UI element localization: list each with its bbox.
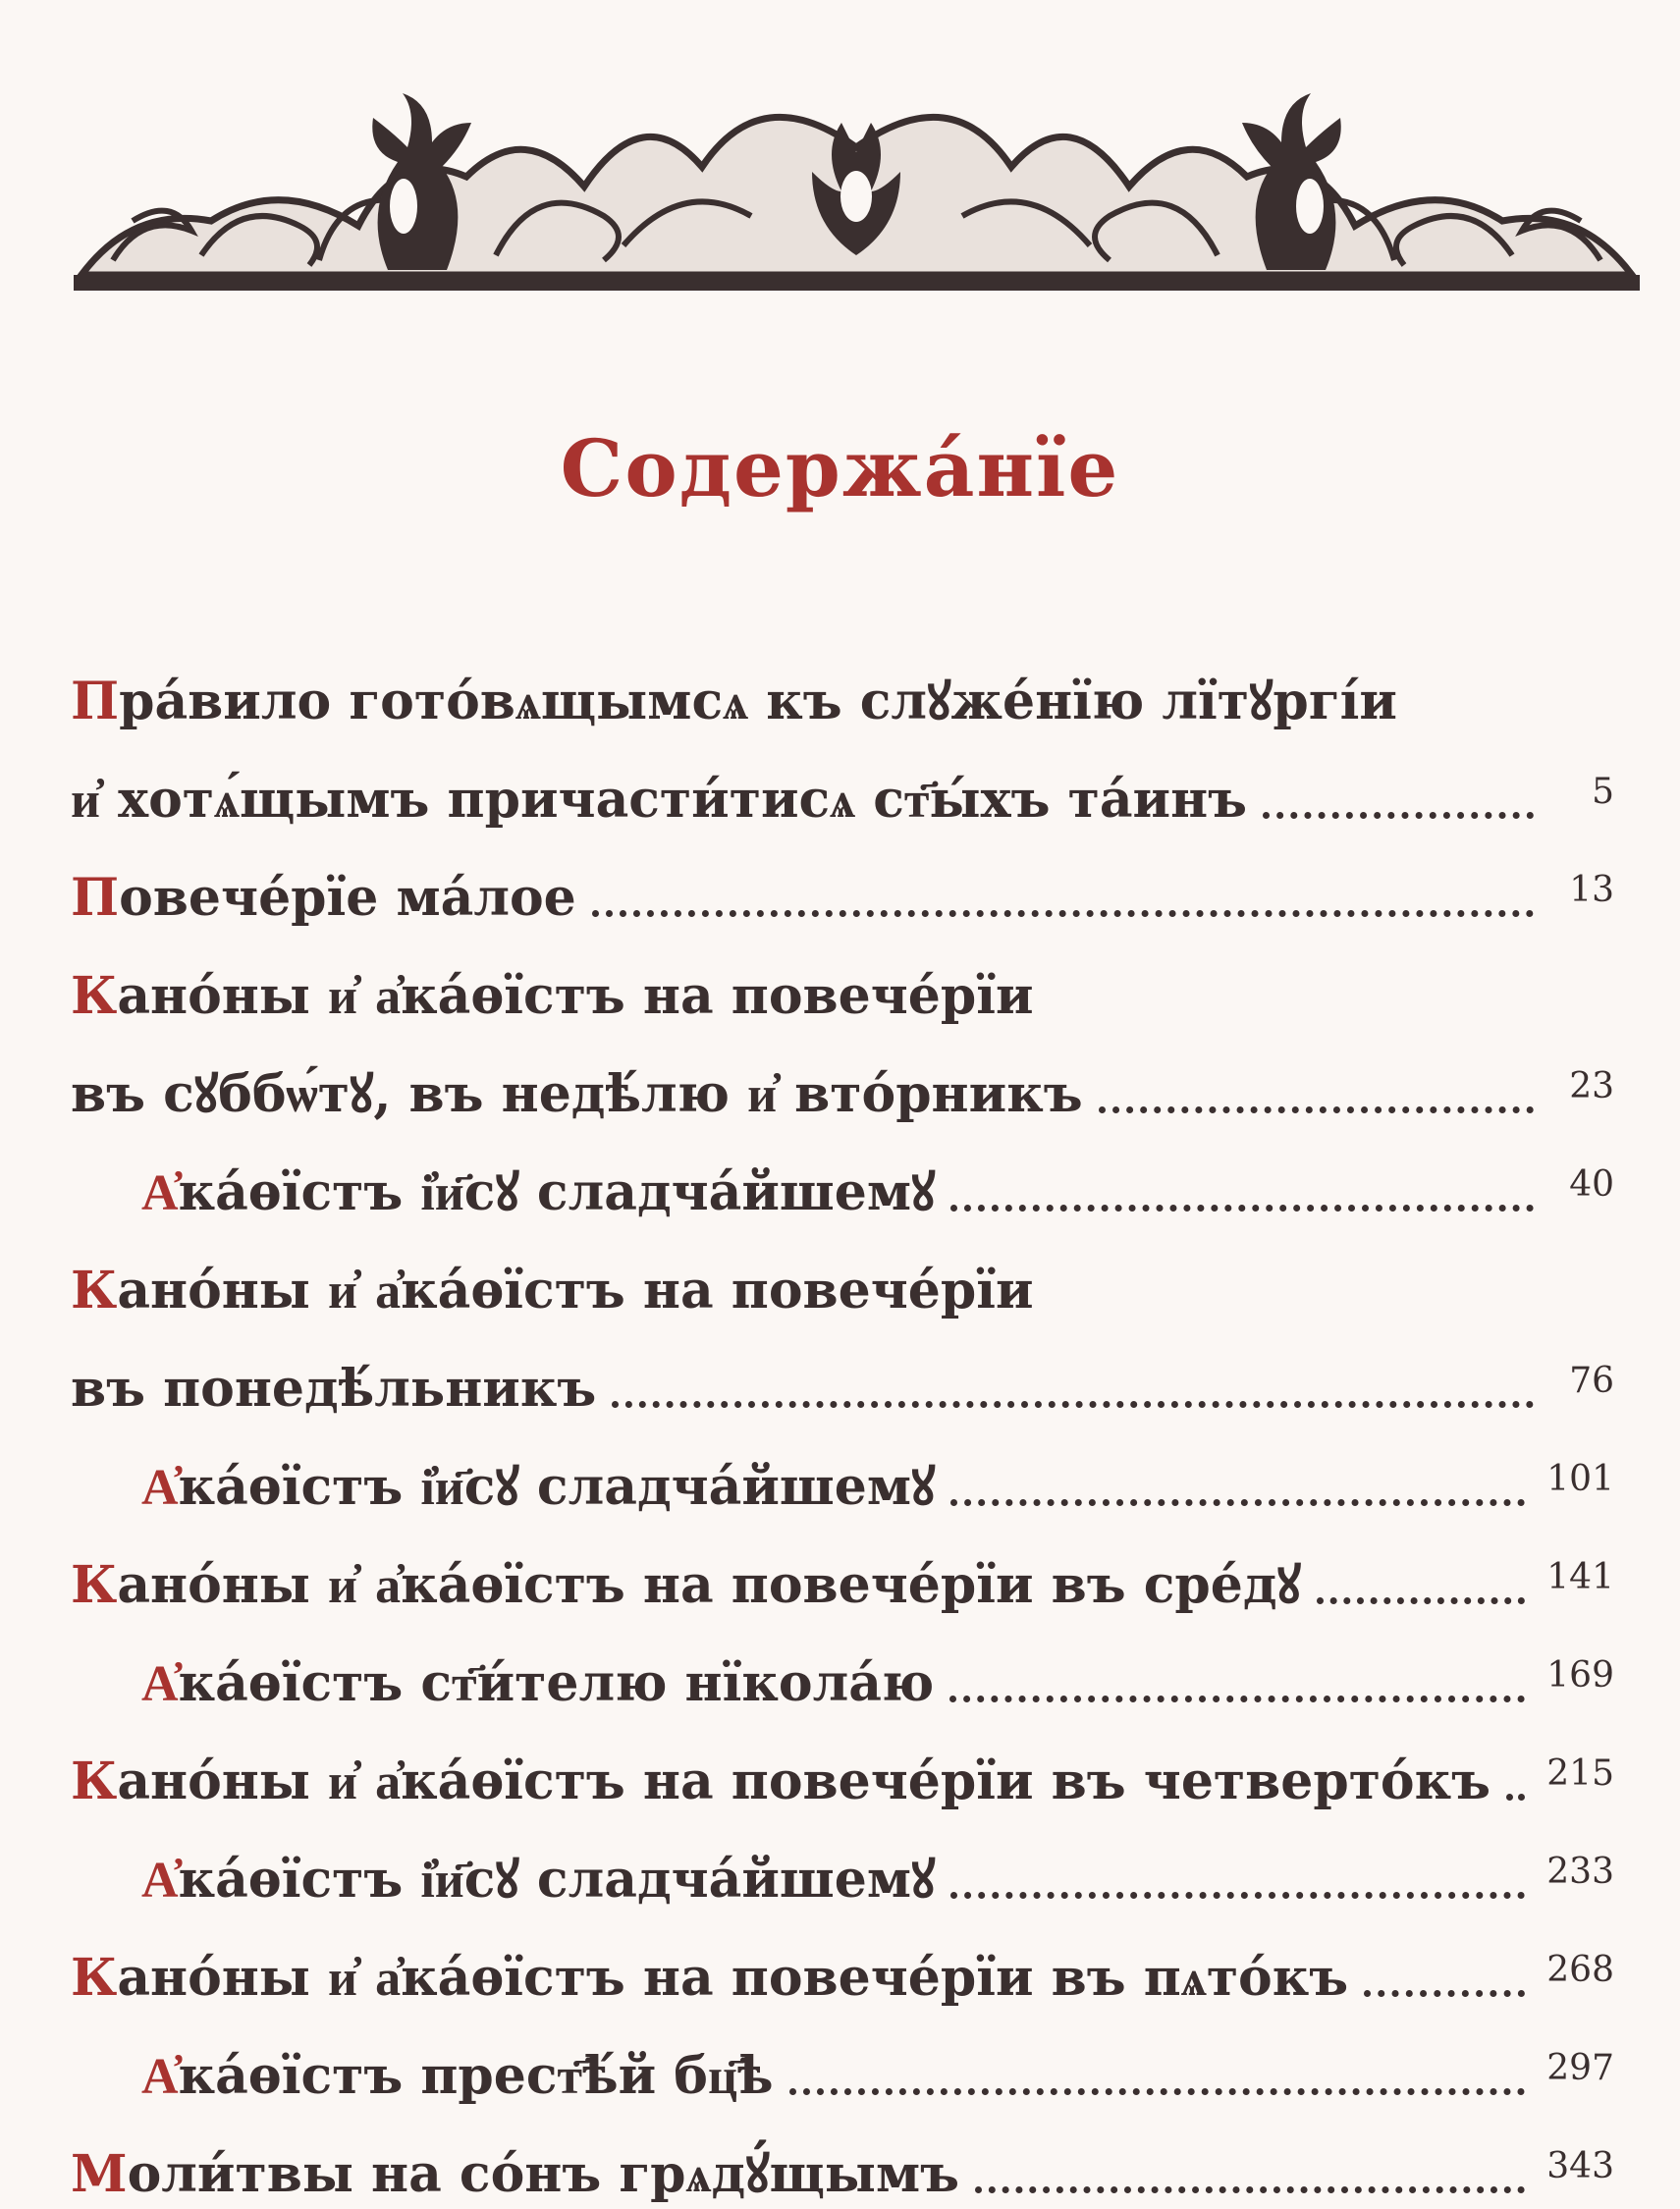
dot-leader bbox=[950, 1499, 1525, 1506]
dot-leader bbox=[592, 910, 1534, 917]
dot-leader bbox=[975, 2186, 1525, 2193]
toc-entry-initial: А҆ bbox=[141, 1653, 179, 1713]
toc-page-number: 76 bbox=[1569, 1361, 1614, 1401]
dot-leader bbox=[949, 1696, 1525, 1702]
toc-entry-initial: А҆ bbox=[141, 1850, 179, 1910]
toc-page-number: 141 bbox=[1546, 1557, 1614, 1597]
toc-entry-initial: К bbox=[71, 1261, 118, 1320]
toc-entry-text: ра́вило гото́вѧщымсѧ къ слꙋже́нїю лїтꙋргі́и bbox=[119, 672, 1397, 731]
toc-entry[interactable] bbox=[71, 736, 1614, 835]
toc-entry[interactable] bbox=[71, 1620, 1614, 1718]
toc-entry-title bbox=[71, 1551, 1301, 1620]
toc-entry-title bbox=[71, 668, 1397, 736]
toc-page-number: 233 bbox=[1546, 1852, 1614, 1892]
floral-headpiece-ornament bbox=[74, 59, 1640, 299]
toc-entry[interactable] bbox=[71, 835, 1614, 933]
toc-page-number: 268 bbox=[1546, 1950, 1614, 1990]
toc-entry-initial: К bbox=[71, 966, 118, 1026]
toc-entry[interactable] bbox=[71, 933, 1614, 1031]
toc-entry-title bbox=[71, 1060, 1083, 1129]
toc-entry[interactable] bbox=[71, 1522, 1614, 1620]
toc-entry[interactable] bbox=[71, 1424, 1614, 1522]
toc-page-number: 343 bbox=[1546, 2146, 1614, 2186]
toc-entry-text: и҆ хотѧ́щымъ причасти́тисѧ ст҃ы́хъ та́инъ bbox=[71, 770, 1248, 830]
toc-entry-text: ка́ѳїстъ прест҃ѣ́й бц҃ѣ bbox=[178, 2046, 774, 2106]
toc-entry-initial: А҆ bbox=[141, 1162, 179, 1222]
dot-leader bbox=[1506, 1794, 1525, 1801]
toc-entry-text: ка́ѳїстъ і҆и҃сꙋ сладча́йшемꙋ bbox=[178, 1850, 936, 1910]
toc-entry-initial: П bbox=[71, 672, 120, 731]
toc-page-number: 40 bbox=[1569, 1164, 1614, 1205]
dot-leader bbox=[612, 1401, 1534, 1408]
dot-leader bbox=[1099, 1106, 1534, 1113]
toc-entry-text: ано́ны и҆ а҆ка́ѳїстъ на повече́рїи въ четверто́къ bbox=[117, 1751, 1491, 1811]
toc-entry-text: ка́ѳїстъ ст҃и́телю нїкола́ю bbox=[178, 1653, 935, 1713]
toc-page-number: 23 bbox=[1569, 1066, 1614, 1106]
toc-entry[interactable] bbox=[71, 2013, 1614, 2111]
toc-entry-title bbox=[71, 1944, 1348, 2013]
toc-entry-title bbox=[141, 1453, 935, 1522]
toc-entry-title bbox=[71, 2140, 959, 2209]
toc-entry-title bbox=[71, 962, 1034, 1031]
toc-page-number: 101 bbox=[1546, 1459, 1614, 1499]
toc-entry[interactable] bbox=[71, 1129, 1614, 1227]
toc-entry[interactable] bbox=[71, 1914, 1614, 2013]
toc-entry-text: ано́ны и҆ а҆ка́ѳїстъ на повече́рїи въ пѧто́къ bbox=[117, 1948, 1349, 2008]
toc-entry-initial: А҆ bbox=[141, 2046, 179, 2106]
toc-page-number: 215 bbox=[1546, 1753, 1614, 1794]
toc-entry-title bbox=[71, 864, 576, 933]
dot-leader bbox=[789, 2088, 1526, 2095]
toc-entry-title bbox=[71, 1748, 1490, 1816]
toc-page-number: 297 bbox=[1546, 2048, 1614, 2088]
toc-entry-text: овече́рїе ма́лое bbox=[119, 868, 576, 928]
toc-entry-text: въ понедѣ́льникъ bbox=[71, 1359, 597, 1419]
toc-entry-title bbox=[71, 1257, 1034, 1325]
toc-page-number: 13 bbox=[1569, 870, 1614, 910]
table-of-contents bbox=[71, 638, 1614, 2209]
toc-entry[interactable] bbox=[71, 638, 1614, 736]
page-title: Содержа́нїе bbox=[560, 422, 1120, 514]
toc-entry-title bbox=[71, 1355, 596, 1424]
toc-entry-title bbox=[141, 1158, 935, 1227]
toc-entry-title bbox=[141, 1649, 934, 1718]
toc-entry-text: ано́ны и҆ а҆ка́ѳїстъ на повече́рїи въ сре́дꙋ bbox=[117, 1555, 1301, 1615]
dot-leader bbox=[950, 1205, 1534, 1212]
toc-entry[interactable] bbox=[71, 1325, 1614, 1424]
dot-leader bbox=[1364, 1990, 1525, 1997]
toc-entry-initial: М bbox=[71, 2144, 128, 2204]
dot-leader bbox=[1263, 812, 1534, 819]
dot-leader bbox=[1317, 1597, 1525, 1604]
toc-entry-initial: К bbox=[71, 1555, 118, 1615]
toc-entry[interactable] bbox=[71, 2111, 1614, 2209]
toc-entry-text: ка́ѳїстъ і҆и҃сꙋ сладча́йшемꙋ bbox=[178, 1457, 936, 1517]
dot-leader bbox=[950, 1892, 1525, 1899]
toc-entry-text: ано́ны и҆ а҆ка́ѳїстъ на повече́рїи bbox=[117, 966, 1034, 1026]
toc-entry-title bbox=[71, 766, 1247, 835]
toc-entry-initial: К bbox=[71, 1751, 118, 1811]
toc-entry[interactable] bbox=[71, 1031, 1614, 1129]
toc-entry-initial: А҆ bbox=[141, 1457, 179, 1517]
toc-entry[interactable] bbox=[71, 1718, 1614, 1816]
toc-entry-title bbox=[141, 2042, 774, 2111]
toc-entry-title bbox=[141, 1846, 935, 1914]
toc-entry[interactable] bbox=[71, 1816, 1614, 1914]
toc-page-number: 5 bbox=[1592, 772, 1614, 812]
toc-entry-initial: К bbox=[71, 1948, 118, 2008]
toc-page-number: 169 bbox=[1546, 1655, 1614, 1696]
toc-entry-text: въ сꙋббѡ́тꙋ, въ недѣ́лю и҆ вто́рникъ bbox=[71, 1064, 1083, 1124]
toc-entry[interactable] bbox=[71, 1227, 1614, 1325]
toc-entry-text: ка́ѳїстъ і҆и҃сꙋ сладча́йшемꙋ bbox=[178, 1162, 936, 1222]
toc-entry-text: ано́ны и҆ а҆ка́ѳїстъ на повече́рїи bbox=[117, 1261, 1034, 1320]
toc-entry-text: оли́твы на со́нъ грѧдꙋ́щымъ bbox=[127, 2144, 960, 2204]
toc-entry-initial: П bbox=[71, 868, 120, 928]
